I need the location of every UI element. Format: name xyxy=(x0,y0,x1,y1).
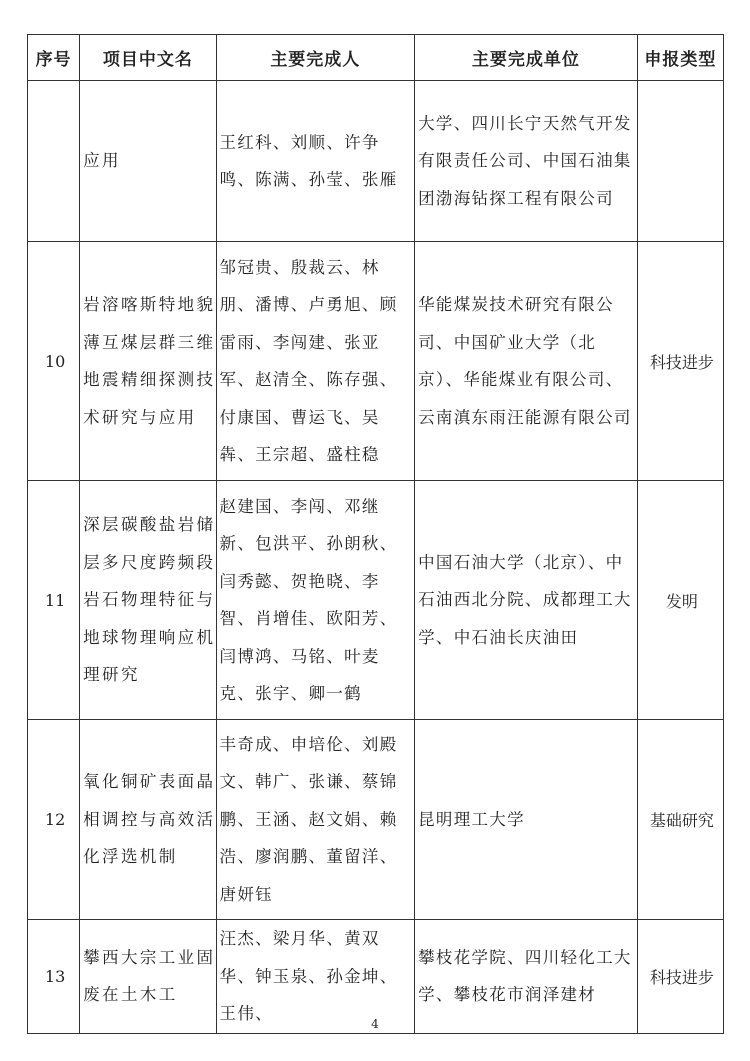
row-unit-text: 华能煤炭技术研究有限公司、中国矿业大学（北京）、华能煤业有限公司、云南滇东雨汪能源有限公司 xyxy=(418,295,632,427)
row-people xyxy=(216,81,415,242)
row-unit xyxy=(415,920,638,1034)
row-unit xyxy=(415,481,638,720)
row-people-text: 汪杰、梁月华、黄双华、钟玉泉、孙金坤、王伟、 xyxy=(219,929,398,1023)
row-name-text: 应用 xyxy=(83,151,121,171)
row-type xyxy=(637,81,723,242)
row-name xyxy=(80,720,216,920)
header-type: 申报类型 xyxy=(637,35,723,81)
row-no: 10 xyxy=(28,242,80,481)
header-no: 序号 xyxy=(28,35,80,81)
row-people-text: 丰奇成、申培伦、刘殿文、韩广、张谦、蔡锦鹏、王涵、赵文娟、赖浩、廖润鹏、董留洋、唐妍钰 xyxy=(219,734,398,904)
row-name-text: 岩溶喀斯特地貌薄互煤层群三维地震精细探测技术研究与应用 xyxy=(83,295,216,427)
row-unit-text: 昆明理工大学 xyxy=(418,809,525,829)
row-no: 11 xyxy=(28,481,80,720)
header-people: 主要完成人 xyxy=(216,35,415,81)
row-name-text: 氧化铜矿表面晶相调控与高效活化浮选机制 xyxy=(83,772,216,867)
row-unit-text: 大学、四川长宁天然气开发有限责任公司、中国石油集团渤海钻探工程有限公司 xyxy=(418,113,632,208)
row-type: 科技进步 xyxy=(637,920,723,1034)
table-row xyxy=(28,242,724,481)
row-name xyxy=(80,920,216,1034)
table-row xyxy=(28,920,724,1034)
row-no xyxy=(28,81,80,242)
row-type: 发明 xyxy=(637,481,723,720)
row-people xyxy=(216,242,415,481)
header-row xyxy=(28,35,724,81)
row-no: 12 xyxy=(28,720,80,920)
row-no: 13 xyxy=(28,920,80,1034)
table-row xyxy=(28,720,724,920)
row-unit xyxy=(415,242,638,481)
row-people-text: 邹冠贵、殷裁云、林朋、潘博、卢勇旭、顾雷雨、李闯建、张亚军、赵清全、陈存强、付康国、曹运飞、吴犇、王宗超、盛柱稳 xyxy=(219,257,398,464)
page-number: 4 xyxy=(371,1017,379,1031)
row-unit xyxy=(415,81,638,242)
row-name-text: 攀西大宗工业固废在土木工 xyxy=(83,947,216,1005)
row-people-text: 王红科、刘顺、许争鸣、陈满、孙莹、张雁 xyxy=(219,132,398,189)
table-row xyxy=(28,481,724,720)
row-unit-text: 中国石油大学（北京）、中石油西北分院、成都理工大学、中石油长庆油田 xyxy=(418,552,632,647)
row-type: 基础研究 xyxy=(637,720,723,920)
row-name xyxy=(80,481,216,720)
awards-table xyxy=(27,34,724,1034)
row-unit xyxy=(415,720,638,920)
row-people xyxy=(216,720,415,920)
table-row xyxy=(28,81,724,242)
row-name xyxy=(80,81,216,242)
row-type: 科技进步 xyxy=(637,242,723,481)
header-unit: 主要完成单位 xyxy=(415,35,638,81)
row-name-text: 深层碳酸盐岩储层多尺度跨频段岩石物理特征与地球物理响应机理研究 xyxy=(83,515,216,685)
row-unit-text: 攀枝花学院、四川轻化工大学、攀枝花市润泽建材 xyxy=(418,947,632,1005)
row-people-text: 赵建国、李闯、邓继新、包洪平、孙朗秋、闫秀懿、贺艳晓、李智、肖增佳、欧阳芳、闫博鸿、马铭、叶麦克、张宇、卿一鹤 xyxy=(219,496,398,703)
row-people xyxy=(216,481,415,720)
header-name: 项目中文名 xyxy=(80,35,216,81)
row-people xyxy=(216,920,415,1034)
row-name xyxy=(80,242,216,481)
